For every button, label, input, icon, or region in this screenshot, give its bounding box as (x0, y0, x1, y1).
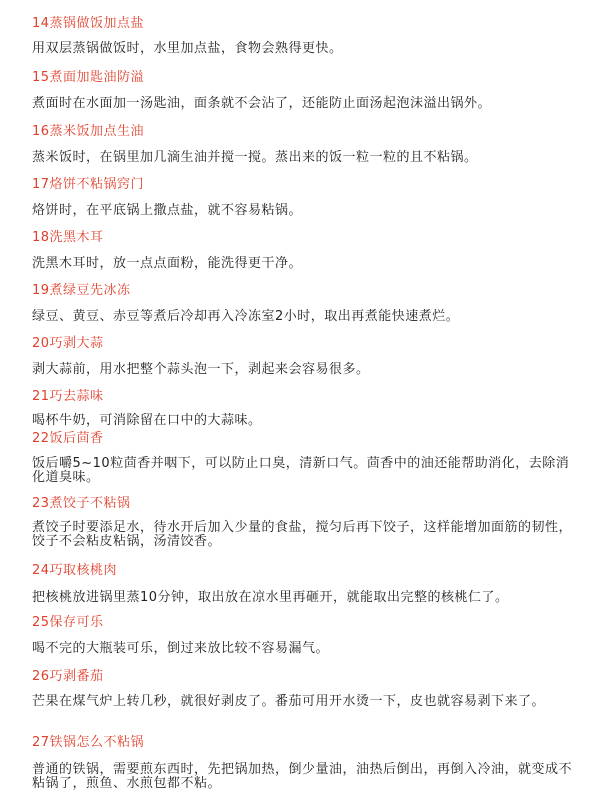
tip-body: 喝不完的大瓶装可乐，倒过来放比较不容易漏气。 (32, 641, 330, 656)
tip-title: 24巧取核桃肉 (32, 563, 118, 578)
tip-title: 15煮面加匙油防溢 (32, 70, 145, 85)
tip-body: 绿豆、黄豆、赤豆等煮后冷却再入冷冻室2小时，取出再煮能快速煮烂。 (32, 309, 460, 324)
tip-title: 21巧去蒜味 (32, 389, 104, 404)
tip-title: 17烙饼不粘锅窍门 (32, 177, 145, 192)
tip-title: 16蒸米饭加点生油 (32, 124, 145, 139)
tip-body: 用双层蒸锅做饭时，水里加点盐，食物会熟得更快。 (32, 41, 343, 56)
tip-body: 蒸米饭时，在锅里加几滴生油并搅一搅。蒸出来的饭一粒一粒的且不粘锅。 (32, 150, 478, 165)
tip-title: 22饭后茴香 (32, 431, 104, 446)
tip-body: 煮面时在水面加一汤匙油，面条就不会沾了，还能防止面汤起泡沫溢出锅外。 (32, 96, 492, 111)
tip-title: 25保存可乐 (32, 615, 104, 630)
tip-body: 普通的铁锅，需要煎东西时，先把锅加热，倒少量油，油热后倒出，再倒入冷油，就变成不粘锅了，煎鱼、水煎包都不粘。 (32, 762, 573, 791)
tip-body: 芒果在煤气炉上转几秒，就很好剥皮了。番茄可用开水烫一下，皮也就容易剥下来了。 (32, 694, 546, 709)
tip-body: 把核桃放进锅里蒸10分钟，取出放在凉水里再砸开，就能取出完整的核桃仁了。 (32, 590, 509, 605)
tip-title: 23煮饺子不粘锅 (32, 496, 131, 511)
tip-title: 20巧剥大蒜 (32, 336, 104, 351)
tip-body: 洗黑木耳时，放一点点面粉，能洗得更干净。 (32, 256, 303, 271)
tip-body: 煮饺子时要添足水，待水开后加入少量的食盐，搅匀后再下饺子，这样能增加面筋的韧性，饺子不会粘皮粘锅，汤清饺香。 (32, 520, 573, 549)
tip-body: 烙饼时，在平底锅上撒点盐，就不容易粘锅。 (32, 203, 303, 218)
tip-title: 14蒸锅做饭加点盐 (32, 16, 145, 31)
tip-body: 剥大蒜前，用水把整个蒜头泡一下，剥起来会容易很多。 (32, 362, 370, 377)
tip-title: 19煮绿豆先冰冻 (32, 283, 131, 298)
tip-body: 喝杯牛奶，可消除留在口中的大蒜味。 (32, 413, 262, 428)
tip-title: 27铁锅怎么不粘锅 (32, 735, 145, 750)
tip-title: 26巧剥番茄 (32, 669, 104, 684)
tip-body: 饭后嚼5~10粒茴香并咽下，可以防止口臭，清新口气。茴香中的油还能帮助消化，去除消化道臭味。 (32, 456, 570, 485)
tip-title: 18洗黑木耳 (32, 230, 104, 245)
